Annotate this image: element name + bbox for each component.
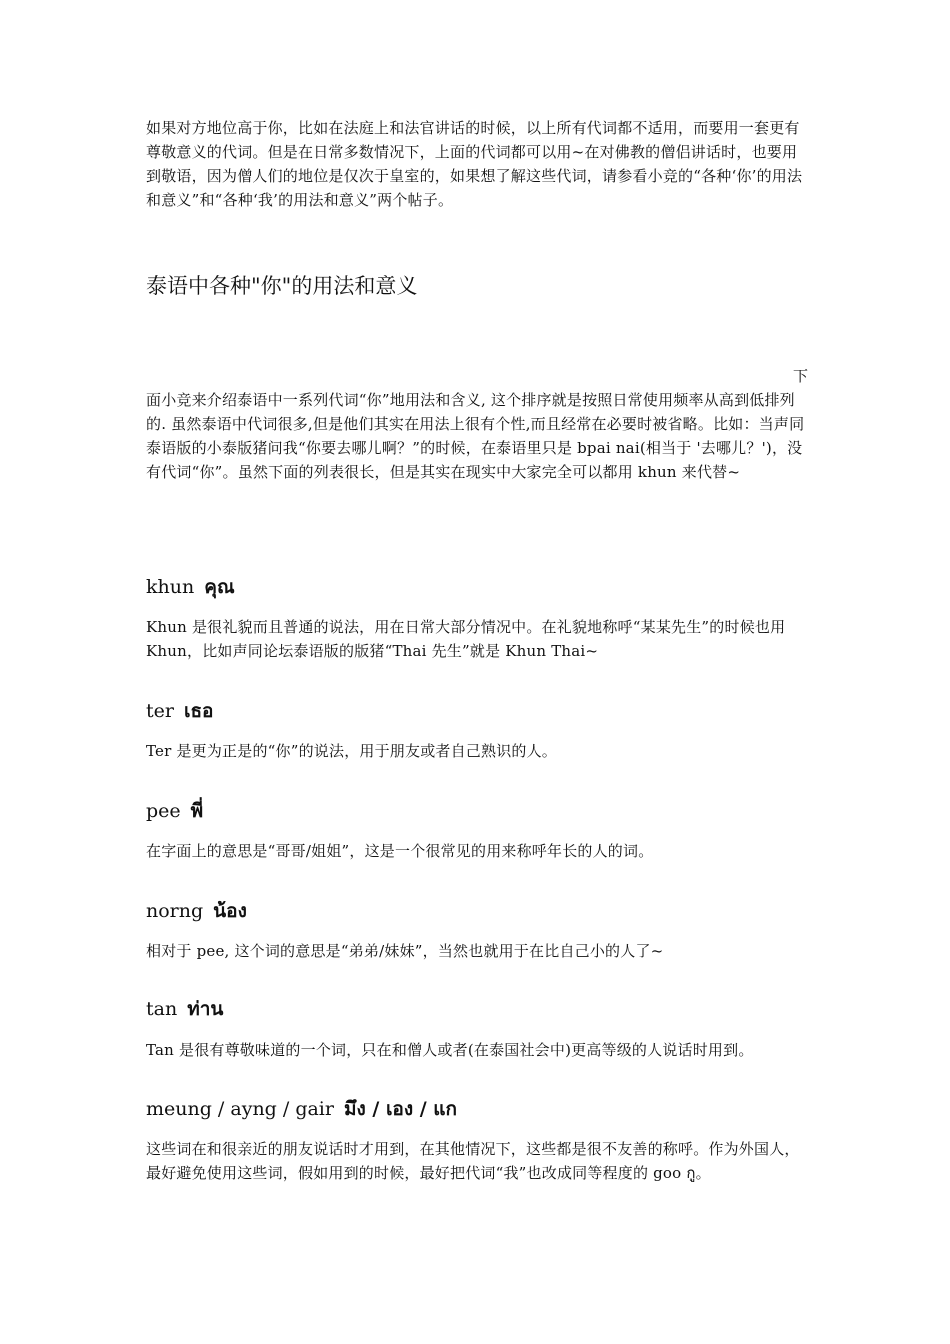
entry-roman: pee <box>146 800 181 822</box>
entry-thai: พี่ <box>190 800 204 822</box>
entry-description-pee: 在字面上的意思是“哥哥/姐姐”，这是一个很常见的用来称呼年长的人的词。 <box>146 842 654 860</box>
entry-roman: meung / ayng / gair <box>146 1098 334 1120</box>
entry-roman: tan <box>146 998 178 1020</box>
entry-roman: norng <box>146 900 204 922</box>
entry-heading-pee <box>146 798 203 824</box>
entry-thai: ท่าน <box>187 998 224 1020</box>
entry-heading-ter <box>146 698 213 724</box>
entry-description-norng: 相对于 pee, 这个词的意思是“弟弟/妹妹”，当然也就用于在比自己小的人了~ <box>146 942 664 960</box>
lead-paragraph: 面小竞来介绍泰语中一系列代词“你”地用法和含义, 这个排序就是按照日常使用频率从高到低排列的. 虽然泰语中代词很多,但是他们其实在用法上很有个性,而且经常在必要时被省略。比如：当声同泰语版的小泰版猪问我“你要去哪儿啊？”的时候，在泰语里只是 bpai nai(相当于 '去哪儿？')，没有代词“你”。虽然下面的列表很长，但是其实在现实中大家完全可以都用 khun 来代替~ <box>146 391 805 481</box>
entry-heading-khun <box>146 574 235 600</box>
entry-heading-meung <box>146 1096 457 1122</box>
entry-thai: คุณ <box>204 576 235 598</box>
intro-paragraph: 如果对方地位高于你，比如在法庭上和法官讲话的时候，以上所有代词都不适用，而要用一套更有尊敬意义的代词。但是在日常多数情况下，上面的代词都可以用~在对佛教的僧侣讲话时，也要用到敬语，因为僧人们的地位是仅次于皇室的，如果想了解这些代词，请参看小竞的“各种‘你’的用法和意义”和“各种‘我’的用法和意义”两个帖子。 <box>146 119 803 209</box>
entry-description-meung: 这些词在和很亲近的朋友说话时才用到，在其他情况下，这些都是很不友善的称呼。作为外国人，最好避免使用这些词，假如用到的时候，最好把代词“我”也改成同等程度的 goo กู。 <box>146 1140 800 1182</box>
entry-thai: มึง / เอง / แก <box>343 1098 458 1120</box>
section-title: 泰语中各种"你"的用法和意义 <box>146 274 418 298</box>
entry-roman: ter <box>146 700 174 722</box>
entry-description-tan: Tan 是很有尊敬味道的一个词，只在和僧人或者(在泰国社会中)更高等级的人说话时用到。 <box>146 1041 754 1059</box>
entry-description-khun: Khun 是很礼貌而且普通的说法，用在日常大部分情况中。在礼貌地称呼“某某先生”的时候也用 Khun，比如声同论坛泰语版的版猪“Thai 先生”就是 Khun Thai~ <box>146 618 786 660</box>
entry-thai: น้อง <box>213 900 247 922</box>
entry-roman: khun <box>146 576 195 598</box>
entry-description-ter: Ter 是更为正是的“你”的说法，用于朋友或者自己熟识的人。 <box>146 742 557 760</box>
lead-first-char: 下 <box>792 367 808 385</box>
entry-heading-tan <box>146 996 223 1022</box>
entry-thai: เธอ <box>183 700 214 722</box>
entry-heading-norng <box>146 898 247 924</box>
